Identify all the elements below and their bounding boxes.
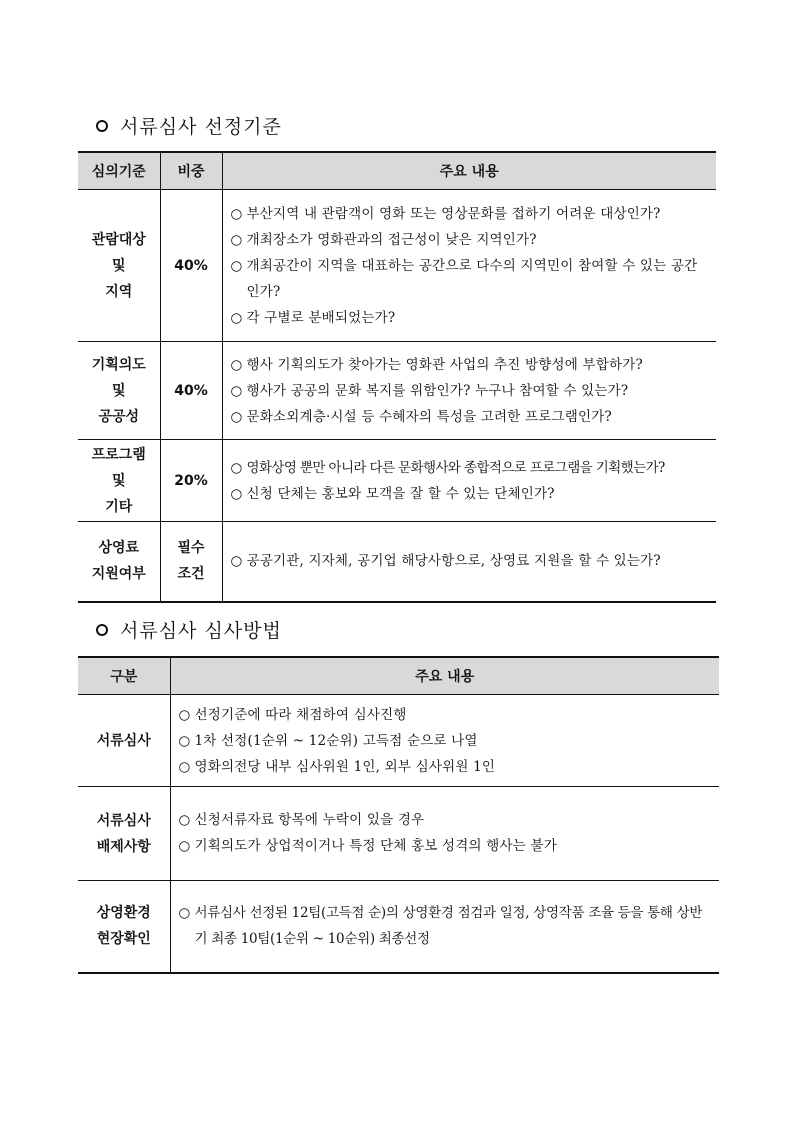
selection-criteria-table <box>78 151 716 603</box>
table-row <box>78 695 719 787</box>
bullet-circle-icon: ○ <box>230 485 243 502</box>
weight-value <box>160 522 222 602</box>
section2-title <box>96 616 282 643</box>
list-item: ○ 영화상영 뿐만 아니라 다른 문화행사와 종합적으로 프로그램을 기획했는가? <box>231 455 709 481</box>
label-line: 프로그램 <box>91 446 146 463</box>
list-item: ○ 부산지역 내 관람객이 영화 또는 영상문화를 접하기 어려운 대상인가? <box>231 201 709 227</box>
label-line: 및 <box>111 382 126 399</box>
list-item: ○ 영화의전당 내부 심사위원 1인, 외부 심사위원 1인 <box>179 754 712 780</box>
label-line: 공공성 <box>98 408 140 425</box>
content-cell <box>222 190 716 342</box>
header-weight: 비중 <box>160 152 222 190</box>
bullet-circle-icon: ○ <box>230 356 243 373</box>
label-line: 지역 <box>105 283 133 300</box>
weight-line: 필수 <box>177 540 205 557</box>
list-item: ○ 각 구별로 분배되었는가? <box>231 305 709 331</box>
bullet-circle-icon: ○ <box>230 408 243 425</box>
list-item: ○ 공공기관, 지자체, 공기업 해당사항으로, 상영료 지원을 할 수 있는가? <box>231 548 709 574</box>
bullet-circle-icon: ○ <box>178 905 191 922</box>
criteria-label <box>78 440 160 522</box>
label-line: 관람대상 <box>91 231 146 248</box>
category-label <box>78 881 170 973</box>
label-line: 현장확인 <box>96 931 151 948</box>
list-item: ○ 1차 선정(1순위 ~ 12순위) 고득점 순으로 나열 <box>179 728 712 754</box>
list-item: ○ 행사 기획의도가 찾아가는 영화관 사업의 추진 방향성에 부합하가? <box>231 352 709 378</box>
criteria-label <box>78 522 160 602</box>
table-row <box>78 787 719 881</box>
list-item: ○ 신청서류자료 항목에 누락이 있을 경우 <box>179 807 712 833</box>
weight-value: 40% <box>160 190 222 342</box>
label-line: 기획의도 <box>91 356 146 373</box>
label-line: 상영료 <box>98 540 140 557</box>
review-method-table <box>78 656 719 974</box>
section2-title-text: 서류심사 심사방법 <box>120 620 282 642</box>
category-label <box>78 695 170 787</box>
table-row <box>78 342 716 440</box>
list-item: ○ 서류심사 선정된 12팀(고득점 순)의 상영환경 점검과 일정, 상영작품 조율 등을 통해 상반기 최종 10팀(1순위 ~ 10순위) 최종선정 <box>179 900 712 952</box>
bullet-circle-icon: ○ <box>230 257 243 274</box>
content-cell <box>222 522 716 602</box>
label-line: 및 <box>111 472 126 489</box>
weight-value: 40% <box>160 342 222 440</box>
table-header-row <box>78 152 716 190</box>
list-item: ○ 기획의도가 상업적이거나 특정 단체 홍보 성격의 행사는 불가 <box>179 833 712 859</box>
content-cell <box>170 881 719 973</box>
bullet-circle-icon: ○ <box>178 706 191 723</box>
header-category: 구분 <box>78 657 170 695</box>
bullet-circle-icon: ○ <box>230 459 243 476</box>
header-criteria: 심의기준 <box>78 152 160 190</box>
bullet-circle-icon: ○ <box>178 838 191 854</box>
table-row <box>78 881 719 973</box>
bullet-circle-icon: ○ <box>230 382 243 399</box>
header-content: 주요 내용 <box>170 657 719 695</box>
bullet-circle-icon: ○ <box>230 553 243 570</box>
label-line: 기타 <box>105 498 133 515</box>
header-content: 주요 내용 <box>222 152 716 190</box>
category-label <box>78 787 170 881</box>
table-row <box>78 522 716 602</box>
label-line: 배제사항 <box>96 838 151 855</box>
label-line: 상영환경 <box>96 905 151 922</box>
bullet-circle-icon: ○ <box>230 205 243 222</box>
hollow-circle-bullet-icon <box>96 120 108 132</box>
list-item: ○ 행사가 공공의 문화 복지를 위함인가? 누구나 참여할 수 있는가? <box>231 378 709 404</box>
criteria-label <box>78 342 160 440</box>
weight-line: 조건 <box>177 566 205 583</box>
label-line: 지원여부 <box>91 566 146 583</box>
section1-title <box>96 112 282 139</box>
list-item: ○ 선정기준에 따라 채점하여 심사진행 <box>179 702 712 728</box>
section1-title-text: 서류심사 선정기준 <box>120 116 282 138</box>
hollow-circle-bullet-icon <box>96 624 108 636</box>
bullet-circle-icon: ○ <box>178 758 191 775</box>
list-item: ○ 개최공간이 지역을 대표하는 공간으로 다수의 지역민이 참여할 수 있는 공간인가? <box>231 253 709 305</box>
content-cell <box>222 440 716 522</box>
table-header-row <box>78 657 719 695</box>
bullet-circle-icon: ○ <box>230 309 243 326</box>
label-line: 서류심사 <box>96 732 151 749</box>
table-row <box>78 190 716 342</box>
list-item: ○ 문화소외계층·시설 등 수혜자의 특성을 고려한 프로그램인가? <box>231 404 709 430</box>
weight-value: 20% <box>160 440 222 522</box>
list-item: ○ 신청 단체는 홍보와 모객을 잘 할 수 있는 단체인가? <box>231 481 709 507</box>
label-line: 서류심사 <box>96 812 151 829</box>
label-line: 및 <box>111 257 126 274</box>
bullet-circle-icon: ○ <box>230 231 243 248</box>
criteria-label <box>78 190 160 342</box>
bullet-circle-icon: ○ <box>178 812 191 828</box>
table-row <box>78 440 716 522</box>
bullet-circle-icon: ○ <box>178 732 191 749</box>
list-item: ○ 개최장소가 영화관과의 접근성이 낮은 지역인가? <box>231 227 709 253</box>
content-cell <box>170 787 719 881</box>
content-cell <box>170 695 719 787</box>
content-cell <box>222 342 716 440</box>
